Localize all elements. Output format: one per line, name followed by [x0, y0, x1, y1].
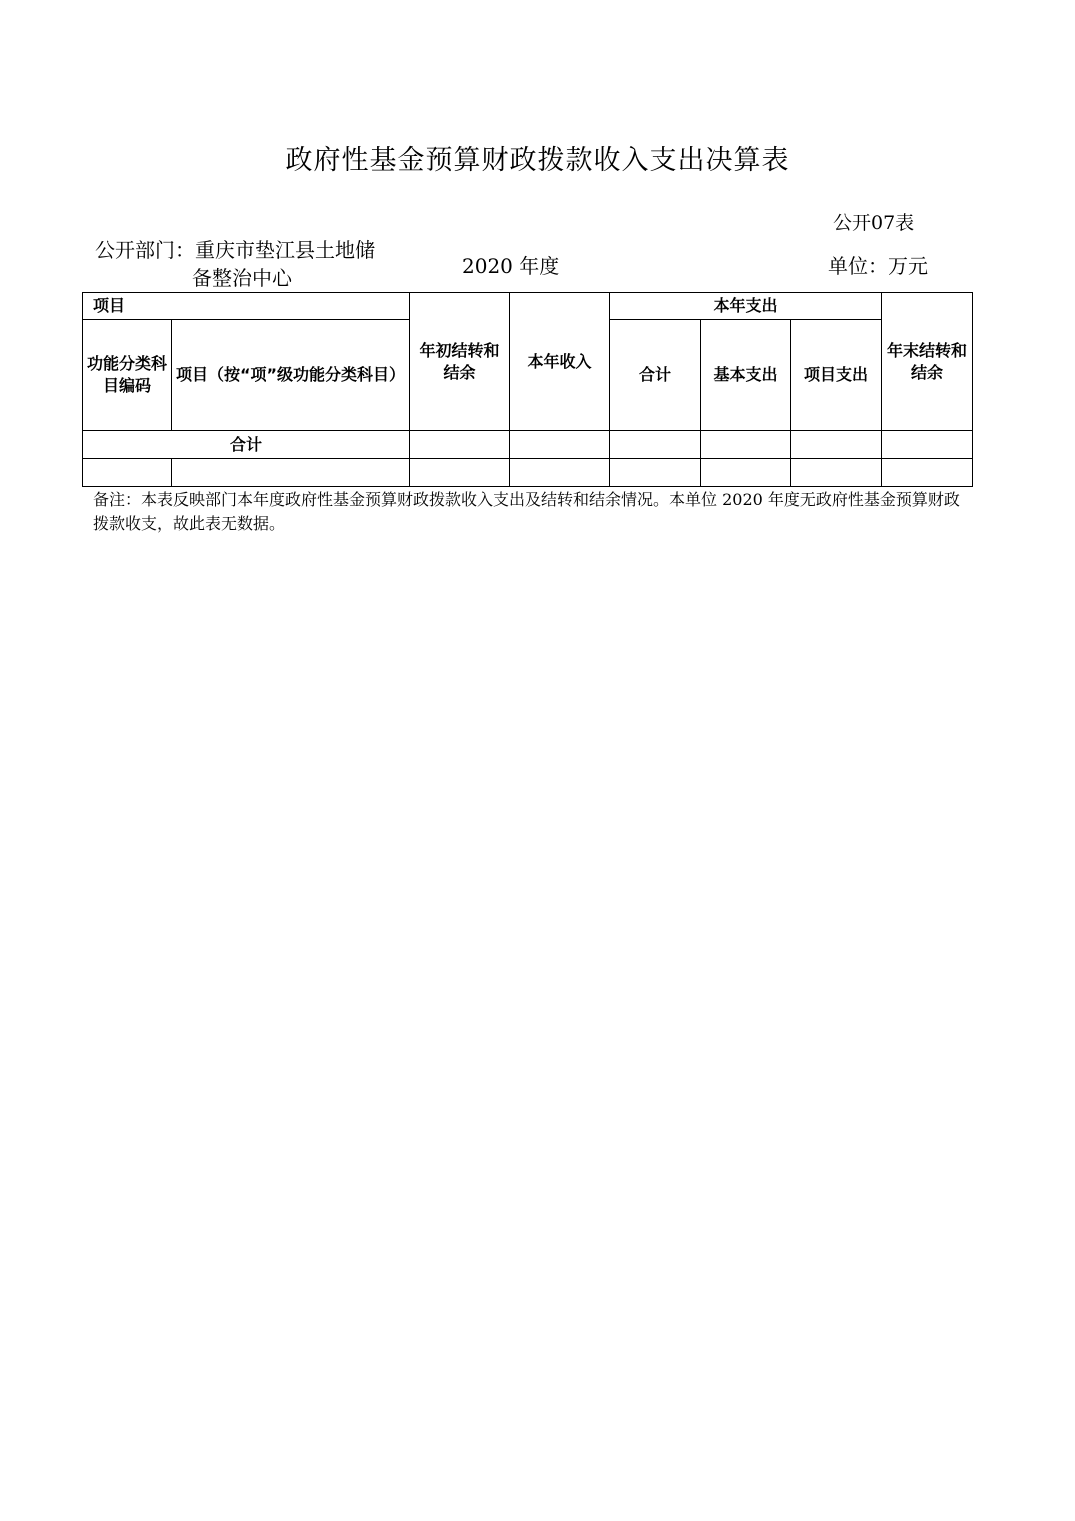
- table-cell: [610, 459, 701, 487]
- table-cell: [701, 431, 791, 459]
- table-cell: [610, 431, 701, 459]
- form-number: 公开07表: [833, 212, 915, 234]
- table-row: [83, 459, 973, 487]
- table-cell: [510, 431, 610, 459]
- header-total: 合计: [610, 320, 701, 431]
- department-line-2: 备整治中心: [192, 266, 292, 290]
- budget-table: [82, 292, 973, 487]
- total-label: 合计: [83, 431, 410, 459]
- table-cell: [510, 459, 610, 487]
- fiscal-year: 2020 年度: [462, 254, 560, 278]
- header-project-expense: 项目支出: [791, 320, 882, 431]
- header-begin-balance: 年初结转和结余: [410, 293, 510, 431]
- header-item: 项目（按“项”级功能分类科目）: [172, 320, 410, 431]
- table-cell: [172, 459, 410, 487]
- header-basic-expense: 基本支出: [701, 320, 791, 431]
- header-expense: 本年支出: [610, 293, 882, 320]
- table-cell: [701, 459, 791, 487]
- table-cell: [791, 431, 882, 459]
- department-line-1: 公开部门：重庆市垫江县土地储: [95, 238, 375, 262]
- table-cell: [410, 431, 510, 459]
- header-income: 本年收入: [510, 293, 610, 431]
- table-cell: [791, 459, 882, 487]
- header-end-balance: 年末结转和结余: [882, 293, 973, 431]
- table-cell: [410, 459, 510, 487]
- department: [95, 236, 415, 292]
- footnote: 备注：本表反映部门本年度政府性基金预算财政拨款收入支出及结转和结余情况。本单位 2020 年度无政府性基金预算财政拨款收支，故此表无数据。: [93, 490, 960, 533]
- page-title: 政府性基金预算财政拨款收入支出决算表: [285, 145, 790, 176]
- currency-unit: 单位：万元: [828, 254, 928, 278]
- table-cell: [83, 459, 172, 487]
- total-row: [83, 431, 973, 459]
- table-cell: [882, 431, 973, 459]
- table-cell: [882, 459, 973, 487]
- header-func-code: 功能分类科目编码: [83, 320, 172, 431]
- header-project: 项目: [83, 293, 410, 320]
